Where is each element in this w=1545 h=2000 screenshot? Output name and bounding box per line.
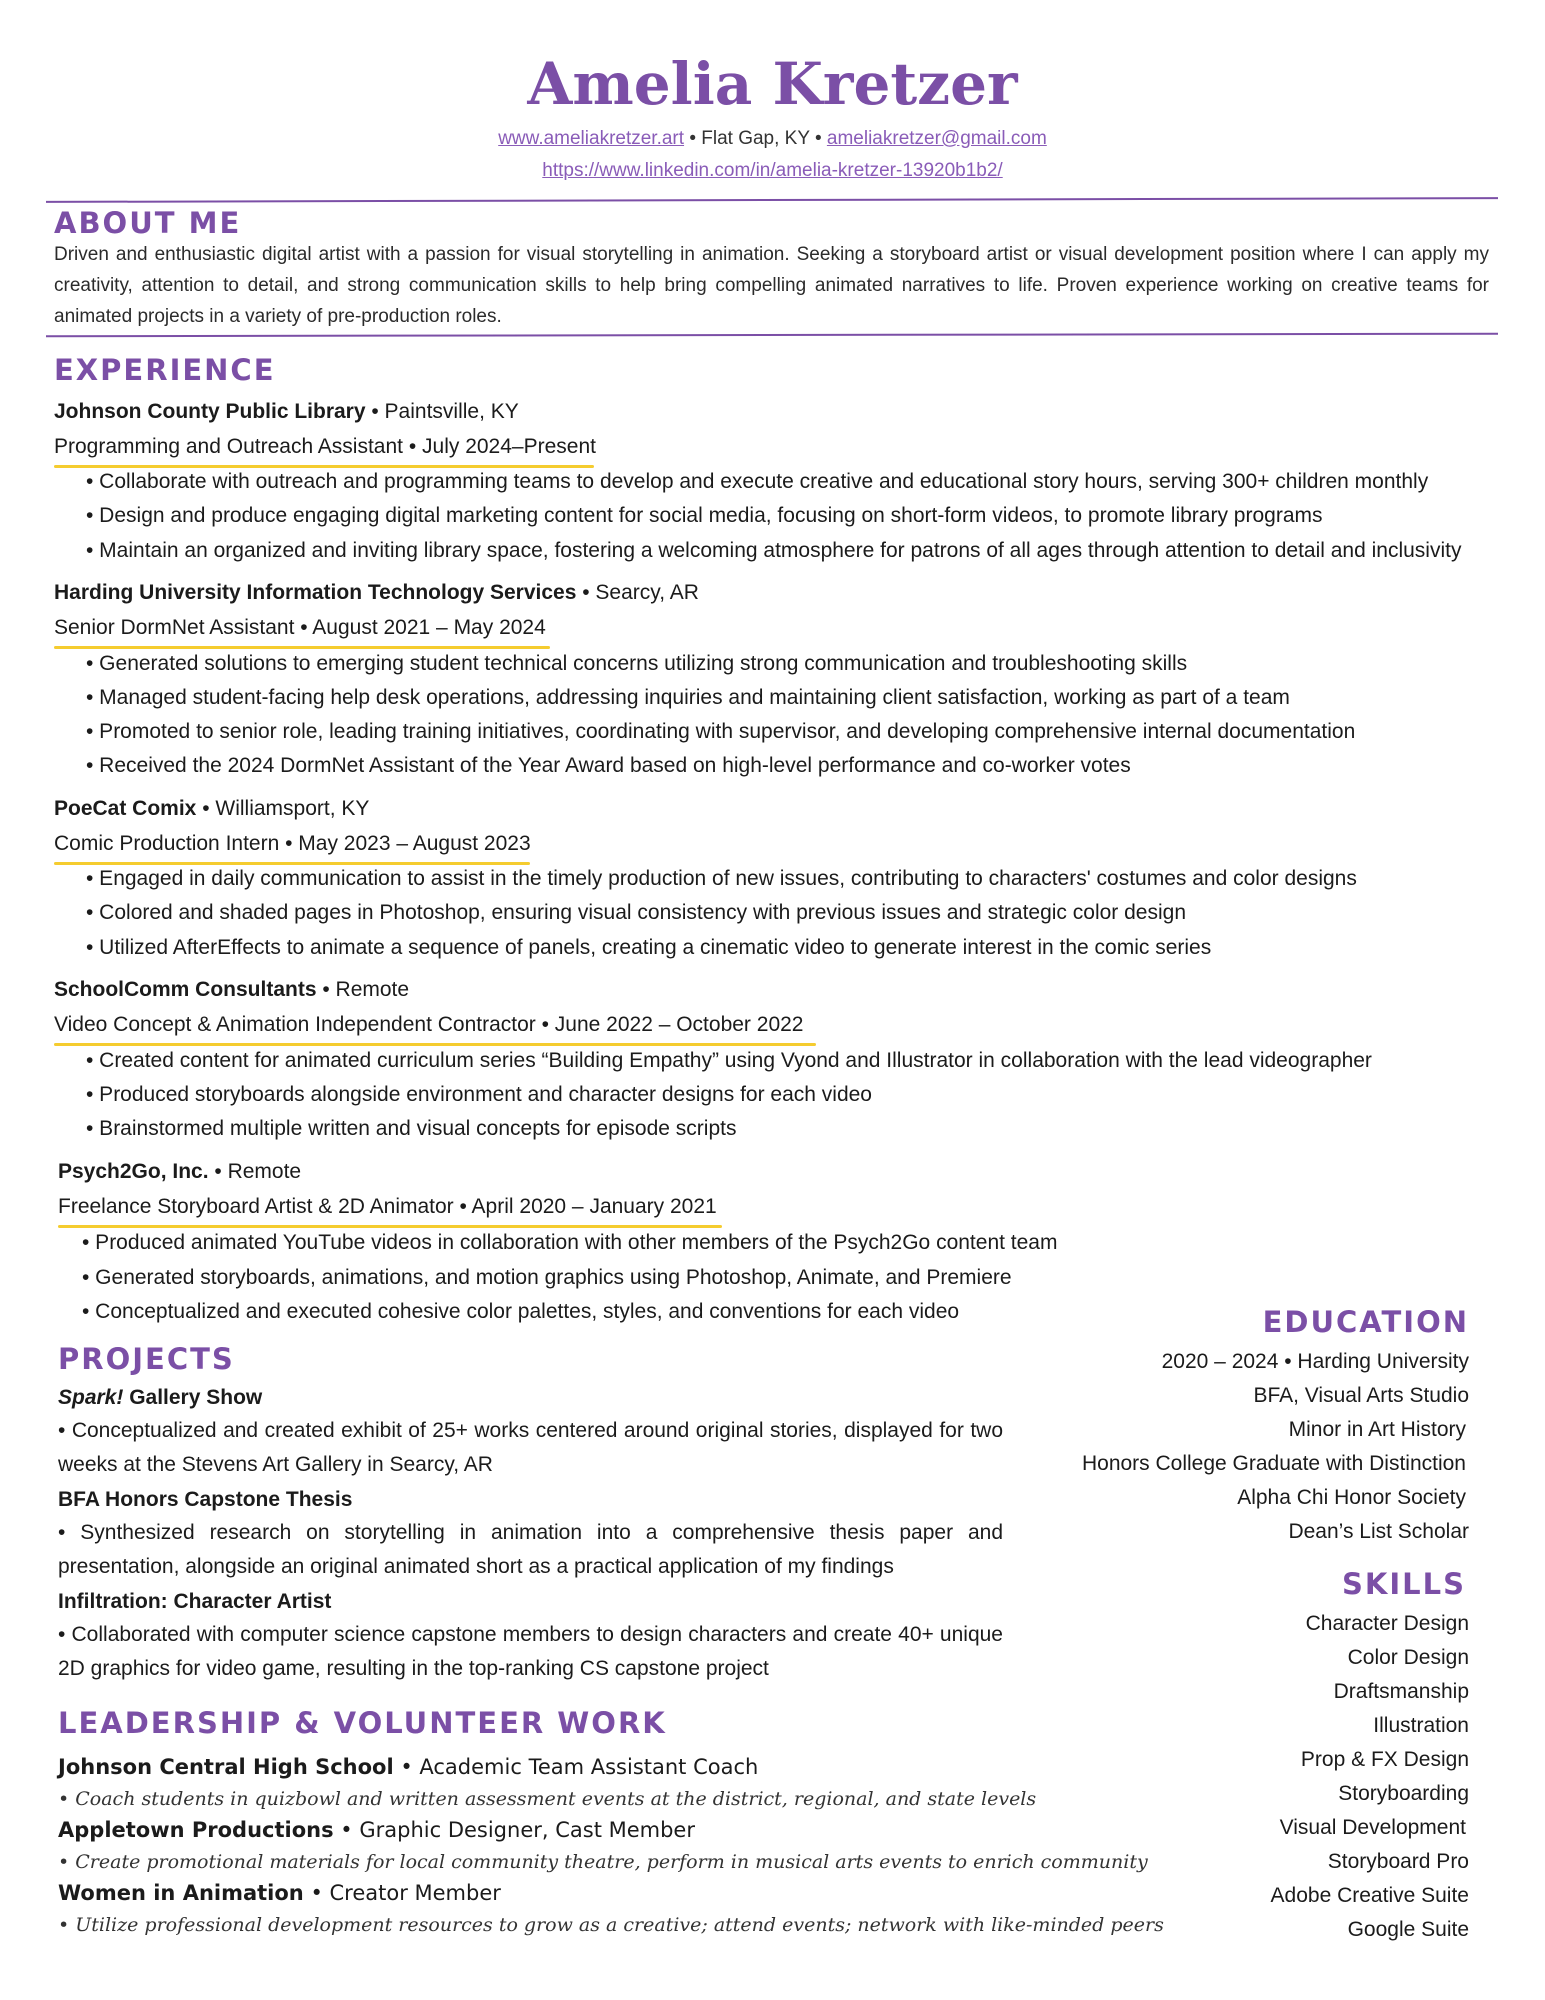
education-line: Dean’s List Scholar xyxy=(1288,1520,1469,1543)
job-bullet: • Managed student-facing help desk operations, addressing inquiries and maintaining client satisfaction, working as part of a team xyxy=(86,686,1290,709)
skill-item: Character Design xyxy=(1305,1612,1469,1635)
job-bullet: • Promoted to senior role, leading training initiatives, coordinating with supervisor, and developing comprehensive internal documentation xyxy=(86,720,1356,743)
job-role: Programming and Outreach Assistant • July 2024–Present xyxy=(54,435,596,458)
project-title: Spark! Gallery Show xyxy=(58,1386,263,1409)
project-title: Infiltration: Character Artist xyxy=(58,1590,332,1613)
job-role: Freelance Storyboard Artist & 2D Animator • April 2020 – January 2021 xyxy=(58,1195,717,1218)
skills-heading: SKILLS xyxy=(1342,1567,1466,1601)
skill-item: Illustration xyxy=(1373,1714,1469,1737)
job-bullet: • Design and produce engaging digital marketing content for social media, focusing on short-form videos, to promote library programs xyxy=(86,504,1323,527)
skill-item: Google Suite xyxy=(1347,1918,1469,1941)
project-title: BFA Honors Capstone Thesis xyxy=(58,1488,353,1511)
role-underline xyxy=(58,1225,722,1228)
projects-heading: PROJECTS xyxy=(58,1342,235,1376)
header-divider xyxy=(46,197,1498,203)
job-bullet: • Generated solutions to emerging student technical concerns utilizing strong communication and troubleshooting skills xyxy=(86,652,1188,675)
skill-item: Draftsmanship xyxy=(1333,1680,1469,1703)
linkedin-link[interactable]: https://www.linkedin.com/in/amelia-kretzer-13920b1b2/ xyxy=(542,160,1003,181)
job-bullet: • Colored and shaded pages in Photoshop, ensuring visual consistency with previous issues and strategic color design xyxy=(86,901,1186,924)
job-bullet: • Engaged in daily communication to assist in the timely production of new issues, contributing to characters' costumes and color designs xyxy=(86,867,1357,890)
skill-item: Prop & FX Design xyxy=(1300,1748,1469,1771)
job-bullet: • Produced animated YouTube videos in collaboration with other members of the Psych2Go content team xyxy=(82,1231,1058,1254)
skill-item: Visual Development xyxy=(1279,1816,1466,1839)
resume-name: Amelia Kretzer xyxy=(527,50,1018,118)
skill-item: Adobe Creative Suite xyxy=(1270,1884,1469,1907)
leadership-text: • Utilize professional development resources to grow as a creative; attend events; network with like-minded peers xyxy=(58,1914,1164,1936)
project-text: • Collaborated with computer science capstone members to design characters and create 40+ unique 2D graphics for video game, resulting in the top-ranking CS capstone project xyxy=(58,1623,1003,1680)
education-line: 2020 – 2024 • Harding University xyxy=(1161,1350,1469,1373)
about-text: Driven and enthusiastic digital artist with a passion for visual storytelling in animation. Seeking a storyboard artist or visual development position where I can apply my creativity, attention to detail, and strong communication skills to help bring compelling animated narratives to life. Proven experience working on creative teams for animated projects in a variety of pre-production roles. xyxy=(54,244,1489,327)
role-underline xyxy=(54,465,594,468)
leadership-text: • Create promotional materials for local community theatre, perform in musical arts events to enrich community xyxy=(58,1851,1148,1873)
website-link[interactable]: www.ameliakretzer.art xyxy=(498,128,685,149)
job-bullet: • Generated storyboards, animations, and motion graphics using Photoshop, Animate, and Premiere xyxy=(82,1266,1012,1289)
job-org: SchoolComm Consultants • Remote xyxy=(54,978,410,1001)
leadership-heading: LEADERSHIP & VOLUNTEER WORK xyxy=(58,1706,667,1740)
job-bullet: • Maintain an organized and inviting library space, fostering a welcoming atmosphere for patrons of all ages through attention to detail and inclusivity xyxy=(86,539,1462,562)
role-underline xyxy=(54,646,550,649)
education-line: BFA, Visual Arts Studio xyxy=(1253,1384,1469,1407)
job-bullet: • Produced storyboards alongside environment and character designs for each video xyxy=(86,1083,872,1106)
education-line: Minor in Art History xyxy=(1288,1418,1466,1441)
contact-line xyxy=(0,128,1545,150)
job-bullet: • Collaborate with outreach and programming teams to develop and execute creative and educational story hours, serving 300+ children monthly xyxy=(86,470,1429,493)
skill-item: Storyboarding xyxy=(1338,1782,1469,1805)
leadership-text: • Coach students in quizbowl and written assessment events at the district, regional, and state levels xyxy=(58,1788,1037,1810)
skill-item: Storyboard Pro xyxy=(1327,1850,1469,1873)
education-line: Honors College Graduate with Distinction xyxy=(1081,1452,1466,1475)
skill-item: Color Design xyxy=(1347,1646,1469,1669)
job-role: Comic Production Intern • May 2023 – August 2023 xyxy=(54,832,531,855)
linkedin-line xyxy=(0,160,1545,182)
education-line: Alpha Chi Honor Society xyxy=(1237,1486,1466,1509)
project-text: • Synthesized research on storytelling in animation into a comprehensive thesis paper and presentation, alongside an original animated short as a practical application of my findings xyxy=(58,1521,1003,1578)
job-org: Harding University Information Technology Services • Searcy, AR xyxy=(54,581,699,604)
job-bullet: • Utilized AfterEffects to animate a sequence of panels, creating a cinematic video to generate interest in the comic series xyxy=(86,936,1212,959)
email-link[interactable]: ameliakretzer@gmail.com xyxy=(826,128,1047,149)
job-role: Senior DormNet Assistant • August 2021 – May 2024 xyxy=(54,616,546,639)
about-heading: ABOUT ME xyxy=(54,206,242,240)
role-underline xyxy=(54,1043,816,1046)
job-role: Video Concept & Animation Independent Contractor • June 2022 – October 2022 xyxy=(54,1013,804,1036)
education-heading: EDUCATION xyxy=(1262,1305,1469,1339)
about-divider xyxy=(46,333,1498,338)
leadership-org: Appletown Productions • Graphic Designer, Cast Member xyxy=(58,1818,695,1842)
project-text: • Conceptualized and created exhibit of 25+ works centered around original stories, displayed for two weeks at the Stevens Art Gallery in Searcy, AR xyxy=(58,1419,1003,1476)
role-underline xyxy=(54,862,530,865)
job-bullet: • Created content for animated curriculum series “Building Empathy” using Vyond and Illustrator in collaboration with the lead videographer xyxy=(86,1049,1372,1072)
experience-heading: EXPERIENCE xyxy=(54,353,276,387)
job-bullet: • Brainstormed multiple written and visual concepts for episode scripts xyxy=(86,1117,737,1140)
job-bullet: • Received the 2024 DormNet Assistant of the Year Award based on high-level performance and co-worker votes xyxy=(86,754,1131,777)
leadership-org: Johnson Central High School • Academic Team Assistant Coach xyxy=(58,1755,759,1779)
job-org: PoeCat Comix • Williamsport, KY xyxy=(54,797,370,820)
job-bullet: • Conceptualized and executed cohesive color palettes, styles, and conventions for each video xyxy=(82,1300,960,1323)
job-org: Johnson County Public Library • Paintsville, KY xyxy=(54,400,519,423)
leadership-org: Women in Animation • Creator Member xyxy=(58,1881,501,1905)
location-text: • Flat Gap, KY • xyxy=(684,128,827,149)
job-org: Psych2Go, Inc. • Remote xyxy=(58,1160,302,1183)
